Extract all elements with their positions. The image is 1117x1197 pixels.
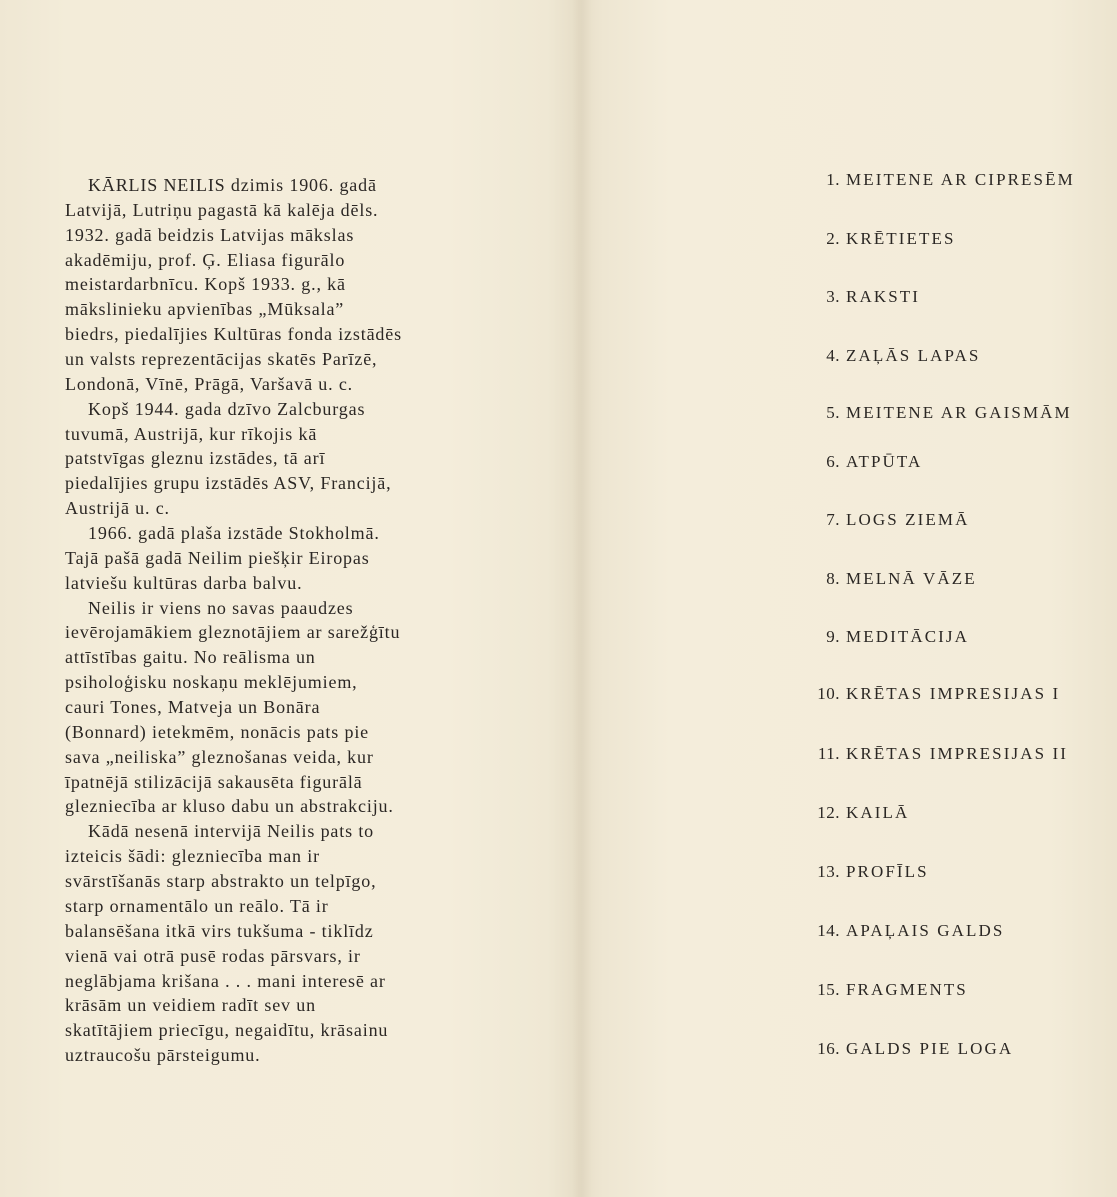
item-number: 12. [817, 803, 840, 822]
item-title: KRĒTAS IMPRESIJAS I [846, 684, 1061, 703]
bio-line: svārstīšanās starp abstrakto un telpīgo, [65, 871, 377, 892]
item-title: APAĻAIS GALDS [846, 921, 1005, 940]
bio-line: piedalījies grupu izstādēs ASV, Francijā, [65, 473, 392, 494]
item-title: ZAĻĀS LAPAS [846, 346, 981, 365]
bio-line: akadēmiju, prof. Ģ. Eliasa figurālo [65, 249, 346, 270]
bio-line: sava „neiliska” gleznošanas veida, kur [65, 746, 374, 767]
bio-line: skatītājiem priecīgu, negaidītu, krāsainu [65, 1020, 389, 1041]
bio-line: biedrs, piedalījies Kultūras fonda izstādēs [65, 324, 402, 345]
item-number: 14. [817, 921, 840, 940]
bio-line: cauri Tones, Matveja un Bonāra [65, 697, 321, 718]
list-item [800, 286, 920, 308]
list-item [800, 1038, 1013, 1060]
list-item [800, 402, 1072, 424]
item-title: MEITENE AR GAISMĀM [846, 403, 1072, 422]
bio-line: meistardarbnīcu. Kopš 1933. g., kā [65, 274, 346, 295]
item-number: 11. [817, 744, 840, 763]
item-title: GALDS PIE LOGA [846, 1039, 1014, 1058]
item-title: KAILĀ [846, 803, 910, 822]
item-number: 15. [817, 980, 840, 999]
item-title: ATPŪTA [846, 452, 923, 471]
bio-line: Latvijā, Lutriņu pagastā kā kalēja dēls. [65, 199, 379, 220]
item-title: KRĒTAS IMPRESIJAS II [846, 744, 1068, 763]
bio-line: glezniecība ar kluso dabu un abstrakciju. [65, 796, 394, 817]
list-item [800, 345, 980, 367]
item-number: 5. [826, 403, 840, 422]
item-title: MELNĀ VĀZE [846, 569, 977, 588]
bio-line: īpatnējā stilizācijā sakausēta figurālā [65, 771, 363, 792]
item-title: LOGS ZIEMĀ [846, 510, 970, 529]
list-item [800, 979, 968, 1001]
bio-line: izteicis šādi: glezniecība man ir [65, 846, 320, 867]
item-title: FRAGMENTS [846, 980, 968, 999]
bio-line: Neilis ir viens no savas paaudzes [88, 597, 354, 618]
item-number: 3. [826, 287, 840, 306]
bio-line: (Bonnard) ietekmēm, nonācis pats pie [65, 721, 370, 742]
item-title: MEITENE AR CIPRESĒM [846, 170, 1075, 189]
item-number: 6. [826, 452, 840, 471]
bio-line: mākslinieku apvienības „Mūksala” [65, 299, 345, 320]
bio-line: latviešu kultūras darba balvu. [65, 572, 303, 593]
bio-line: balansēšana itkā virs tukšuma - tiklīdz [65, 920, 374, 941]
list-item [800, 451, 922, 473]
item-number: 7. [826, 510, 840, 529]
bio-line: Kādā nesenā intervijā Neilis pats to [88, 821, 375, 842]
item-number: 13. [817, 862, 840, 881]
item-number: 8. [826, 569, 840, 588]
list-item [800, 920, 1004, 942]
bio-line: KĀRLIS NEILIS dzimis 1906. gadā [88, 175, 377, 195]
list-item [800, 228, 956, 250]
bio-line: neglābjama krišana . . . mani interesē ar [65, 970, 386, 991]
bio-line: tuvumā, Austrijā, kur rīkojis kā [65, 423, 318, 444]
item-number: 4. [826, 346, 840, 365]
bio-line: vienā vai otrā pusē rodas pārsvars, ir [65, 945, 361, 966]
item-title: PROFĪLS [846, 862, 929, 881]
list-item [800, 743, 1068, 765]
bio-line: patstvīgas gleznu izstādes, tā arī [65, 448, 326, 469]
item-title: MEDITĀCIJA [846, 627, 969, 646]
list-item [800, 861, 929, 883]
item-number: 10. [817, 684, 840, 703]
bio-line: Kopš 1944. gada dzīvo Zalcburgas [88, 398, 366, 419]
item-title: RAKSTI [846, 287, 920, 306]
bio-line: attīstības gaitu. No reālisma un [65, 647, 316, 668]
item-title: KRĒTIETES [846, 229, 956, 248]
bio-line: Austrijā u. c. [65, 498, 170, 519]
list-item [800, 683, 1060, 705]
bio-line: starp ornamentālo un reālo. Tā ir [65, 895, 329, 916]
bio-line: ievērojamākiem gleznotājiem ar sarežģītu [65, 622, 401, 643]
bio-line: krāsām un veidiem radīt sev un [65, 995, 316, 1016]
list-item [800, 509, 969, 531]
bio-line: Tajā pašā gadā Neilim piešķir Eiropas [65, 547, 370, 568]
bio-line: uztraucošu pārsteigumu. [65, 1045, 261, 1066]
bio-line: un valsts reprezentācijas skatēs Parīzē, [65, 349, 378, 370]
bio-line: psiholoģisku noskaņu meklējumiem, [65, 672, 358, 693]
list-item [800, 169, 1075, 191]
list-item [800, 626, 969, 648]
bio-line: 1932. gadā beidzis Latvijas mākslas [65, 224, 355, 245]
bio-line: Londonā, Vīnē, Prāgā, Varšavā u. c. [65, 373, 354, 394]
item-number: 1. [826, 170, 840, 189]
bio-line: 1966. gadā plaša izstāde Stokholmā. [88, 523, 380, 544]
item-number: 2. [826, 229, 840, 248]
item-number: 16. [817, 1039, 840, 1058]
list-item [800, 802, 909, 824]
item-number: 9. [826, 627, 840, 646]
list-item [800, 568, 977, 590]
